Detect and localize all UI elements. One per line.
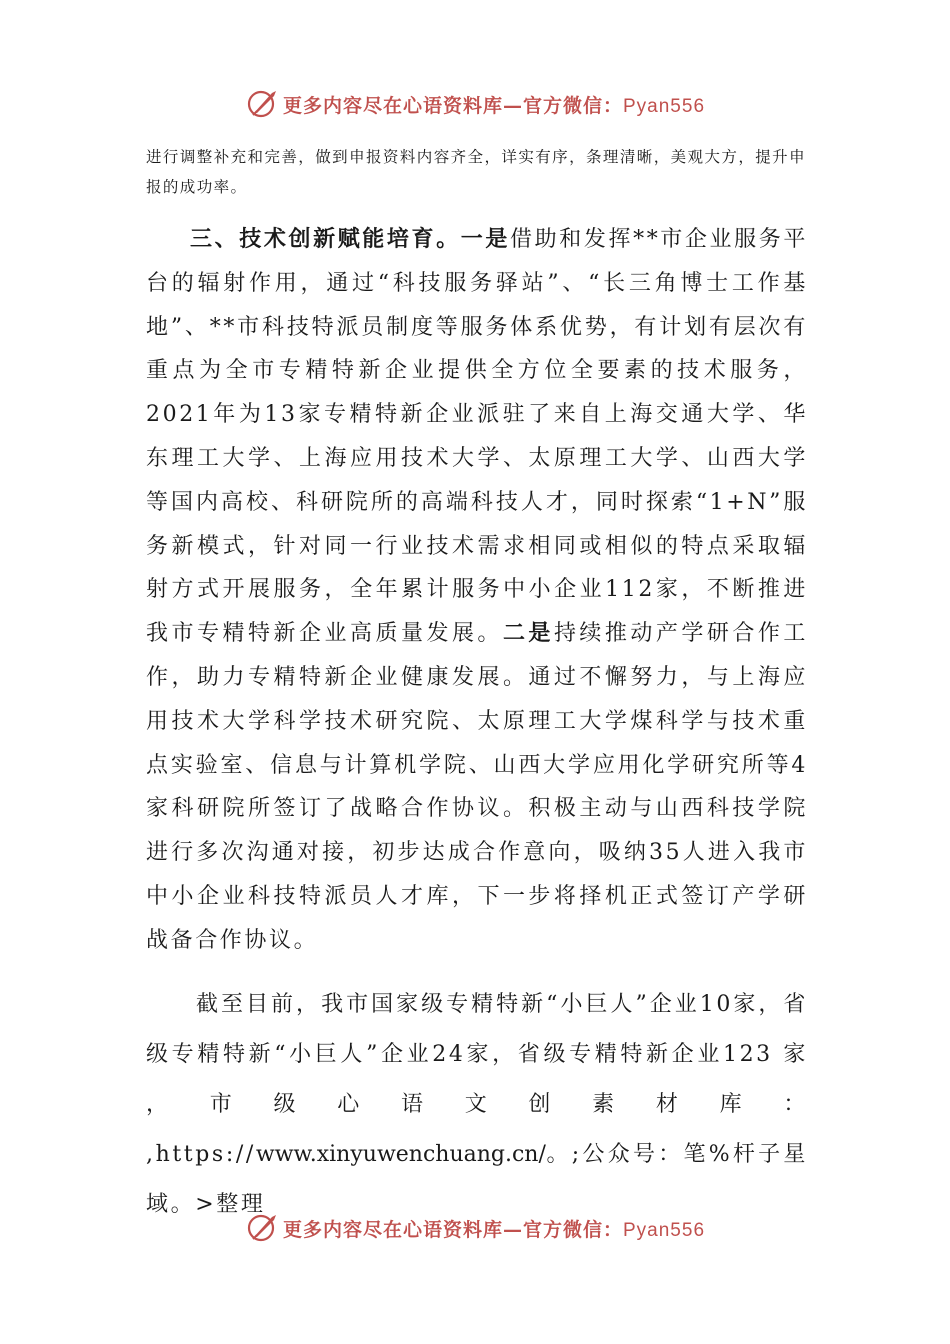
header-watermark-banner <box>0 84 950 124</box>
first-point-marker: 一是 <box>460 226 511 252</box>
quill-logo-icon <box>245 1210 281 1246</box>
quill-logo-icon <box>245 86 281 122</box>
footer-watermark-banner <box>0 1208 950 1248</box>
section-three <box>146 218 808 963</box>
second-point-text: 持续推动产学研合作工作，助力专精特新企业健康发展。通过不懈努力，与上海应用技术大学科学技术研究院、太原理工大学煤科学与技术重点实验室、信息与计算机学院、山西大学应用化学研究所等4家科研院所签订了战略合作协议。积极主动与山西科技学院进行多次沟通对接，初步达成合作意向，吸纳35人进入我市中小企业科技特派员人才库，下一步将择机正式签订产学研战备合作协议。 <box>146 621 808 953</box>
intro-text: 进行调整补充和完善，做到申报资料内容齐全，详实有序，条理清晰，美观大方，提升申报的成功率。 <box>146 148 806 196</box>
summary-text: 截至目前，我市国家级专精特新“小巨人”企业10家，省级专精特新“小巨人”企业24家，省级专精特新企业123 家 ， 市 级 心 语 文 创 素 材 库 ： ,https:// <box>146 992 808 1167</box>
summary-url: www.xinyuwenchuang.cn/ <box>255 1142 546 1167</box>
summary-tail: 。;公众号：笔%杆子星域。>整理 <box>146 1142 808 1217</box>
second-point-marker: 二是 <box>502 620 554 647</box>
intro-paragraph <box>146 142 806 202</box>
summary-paragraph <box>146 980 808 1230</box>
first-point-text: 借助和发挥**市企业服务平台的辐射作用，通过“科技服务驿站”、“长三角博士工作基地”、**市科技特派员制度等服务体系优势，有计划有层次有重点为全市专精特新企业提供全方位全要素的技术服务，2021年为13家专精特新企业派驻了来自上海交通大学、华东理工大学、上海应用技术大学、太原理工大学、山西大学等国内高校、科研院所的高端科技人才，同时探索“1+N”服务新模式，针对同一行业技术需求相同或相似的特点采取辐射方式开展服务，全年累计服务中小企业112家，不断推进我市专精特新企业高质量发展。 <box>146 227 808 647</box>
section-three-paragraph <box>146 218 808 963</box>
section-heading: 三、技术创新赋能培育。 <box>190 226 461 252</box>
banner-label: 更多内容尽在心语资料库—官方微信： <box>282 1218 623 1241</box>
banner-wechat-id: Pyan556 <box>623 1219 706 1241</box>
banner-wechat-id: Pyan556 <box>623 95 706 117</box>
summary-section <box>146 980 808 1230</box>
banner-text <box>283 1215 705 1242</box>
banner-label: 更多内容尽在心语资料库—官方微信： <box>282 94 623 117</box>
banner-text <box>283 91 705 118</box>
